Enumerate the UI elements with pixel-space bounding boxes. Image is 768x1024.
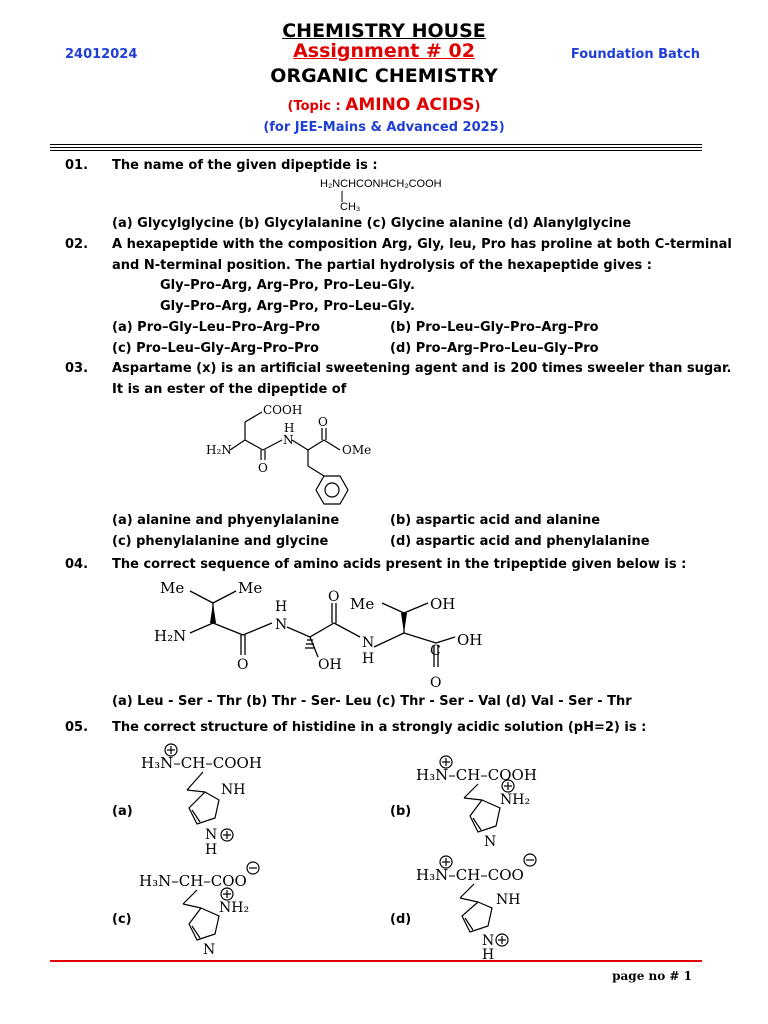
amine-label: H₂N xyxy=(206,443,232,457)
amide-h-label: H xyxy=(362,651,375,667)
question-text: The correct structure of histidine in a strongly acidic solution (pH=2) is : xyxy=(112,720,647,735)
amino-acid-chain: H₃N–CH–COO xyxy=(139,872,247,890)
histidine-structure-d xyxy=(412,850,582,962)
amide-o-label: O xyxy=(258,461,268,475)
dipeptide-formula: H₂NCHCONHCH₂COOH xyxy=(320,178,442,190)
institute-title: CHEMISTRY HOUSE xyxy=(282,20,486,42)
q4-options: (a) Leu - Ser - Thr (b) Thr - Ser- Leu (c) Thr - Ser - Val (d) Val - Ser - Thr xyxy=(112,694,632,709)
ring-n-label: N xyxy=(203,942,216,958)
amino-acid-chain: H₃N–CH–COOH xyxy=(141,754,262,772)
tripeptide-structure xyxy=(150,575,510,690)
question-number: 04. xyxy=(65,557,89,572)
header-divider-1 xyxy=(50,144,702,145)
question-number: 01. xyxy=(65,158,89,173)
exam-line: (for JEE-Mains & Advanced 2025) xyxy=(263,120,505,135)
carbonyl-o-label: O xyxy=(237,657,249,673)
hydroxyl-label: OH xyxy=(457,631,483,649)
hydrolysis-line: Gly–Pro–Arg, Arg–Pro, Pro–Leu–Gly. xyxy=(160,278,415,293)
hydroxyl-label: OH xyxy=(318,657,342,673)
date-label: 24012024 xyxy=(65,47,138,62)
amino-acid-chain: H₃N–CH–COO xyxy=(416,866,524,884)
question-text: The name of the given dipeptide is : xyxy=(112,158,378,173)
ring-n-label: N xyxy=(484,834,497,850)
aspartame-structure xyxy=(200,398,400,510)
hydroxyl-label: OH xyxy=(430,595,456,613)
ester-o-label: O xyxy=(318,415,328,429)
header-divider-3 xyxy=(50,150,702,151)
cooh-label: COOH xyxy=(263,403,303,417)
question-text: It is an ester of the dipeptide of xyxy=(112,382,347,397)
q1-options: (a) Glycylglycine (b) Glycylalanine (c) Glycine alanine (d) Alanylglycine xyxy=(112,216,632,231)
question-text: and N-terminal position. The partial hydrolysis of the hexapeptide gives : xyxy=(112,258,652,273)
subject-title: ORGANIC CHEMISTRY xyxy=(270,65,498,87)
option-b: (b) Pro–Leu–Gly–Pro–Arg–Pro xyxy=(390,320,599,335)
carbonyl-o-label: O xyxy=(430,675,442,690)
ring-nh2-label: NH₂ xyxy=(500,792,531,808)
option-d-label: (d) xyxy=(390,912,412,927)
option-c: (c) Pro–Leu–Gly–Arg–Pro–Pro xyxy=(112,341,319,356)
option-a: (a) Pro–Gly–Leu–Pro–Arg–Pro xyxy=(112,320,321,335)
ome-label: OMe xyxy=(342,443,372,457)
option-a-label: (a) xyxy=(112,804,133,819)
question-number: 02. xyxy=(65,237,89,252)
ring-h-label: H xyxy=(482,947,495,962)
assignment-title: Assignment # 02 xyxy=(293,40,475,62)
question-text: The correct sequence of amino acids present in the tripeptide given below is : xyxy=(112,557,687,572)
ring-n-label: N xyxy=(482,933,495,949)
carbonyl-o-label: O xyxy=(328,589,340,605)
carboxyl-c-label: C xyxy=(430,643,441,659)
header-divider-2 xyxy=(50,147,702,148)
option-d: (d) aspartic acid and phenylalanine xyxy=(390,534,650,549)
batch-label: Foundation Batch xyxy=(570,47,700,62)
amide-h-label: H xyxy=(284,421,295,435)
methyl-label: Me xyxy=(350,595,375,613)
methyl-label: Me xyxy=(160,579,185,597)
amide-n-label: N xyxy=(283,433,294,447)
ring-n-label: N xyxy=(205,827,218,843)
amine-label: H₂N xyxy=(154,627,187,645)
question-text: Aspartame (x) is an artificial sweetening agent and is 200 times sweeler than sugar. xyxy=(112,361,732,376)
ring-nh-label: NH xyxy=(221,782,246,798)
histidine-structure-c xyxy=(135,856,305,960)
hydrolysis-line: Gly–Pro–Arg, Arg–Pro, Pro–Leu–Gly. xyxy=(160,299,415,314)
histidine-structure-b xyxy=(412,750,582,860)
question-text: A hexapeptide with the composition Arg, Gly, leu, Pro has proline at both C-terminal xyxy=(112,237,732,252)
option-d: (d) Pro–Arg–Pro–Leu–Gly–Pro xyxy=(390,341,599,356)
topic-line: (Topic : AMINO ACIDS) xyxy=(287,95,481,115)
option-b-label: (b) xyxy=(390,804,412,819)
option-c-label: (c) xyxy=(112,912,132,927)
ring-h-label: H xyxy=(205,842,218,858)
footer-divider xyxy=(50,960,702,962)
amino-acid-chain: H₃N–CH–COOH xyxy=(416,766,537,784)
methyl-group: CH₃ xyxy=(340,201,361,213)
amide-n-label: N xyxy=(275,617,288,633)
option-c: (c) phenylalanine and glycine xyxy=(112,534,329,549)
option-a: (a) alanine and phyenylalanine xyxy=(112,513,340,528)
ring-nh-label: NH xyxy=(496,892,521,908)
amide-h-label: H xyxy=(275,599,288,615)
amide-n-label: N xyxy=(362,635,375,651)
question-number: 03. xyxy=(65,361,89,376)
question-number: 05. xyxy=(65,720,89,735)
methyl-label: Me xyxy=(238,579,263,597)
option-b: (b) aspartic acid and alanine xyxy=(390,513,601,528)
histidine-structure-a xyxy=(135,738,295,858)
ring-nh2-label: NH₂ xyxy=(219,900,250,916)
page-number: page no # 1 xyxy=(612,969,692,983)
